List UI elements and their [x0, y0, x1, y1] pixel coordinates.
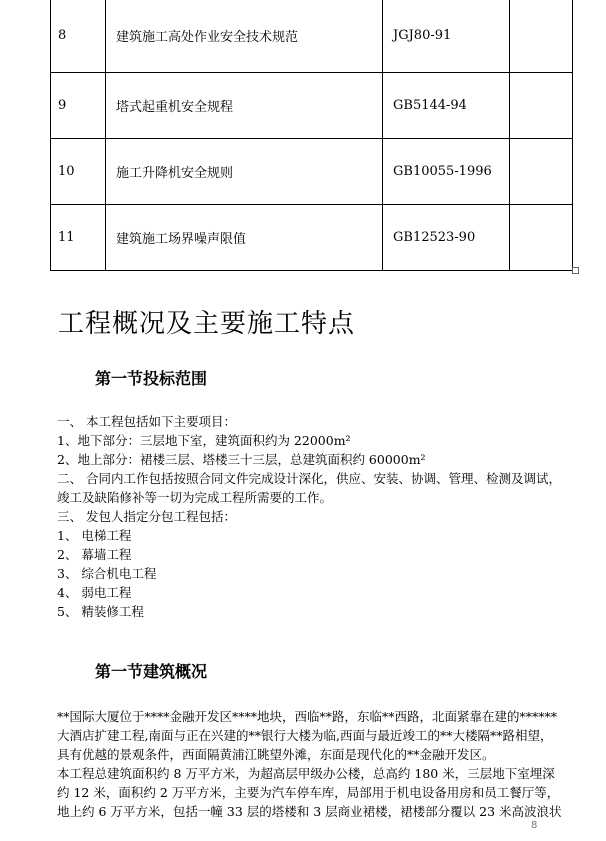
standard-code: JGJ80-91: [383, 0, 510, 72]
standard-code: GB12523-90: [383, 204, 510, 270]
table-row: [51, 72, 573, 138]
standard-name: 建筑施工高处作业安全技术规范: [106, 0, 383, 72]
row-number: 11: [51, 204, 106, 270]
text-line: 1、地下部分：三层地下室，建筑面积约为 22000m²: [57, 433, 351, 448]
text-line: 大酒店扩建工程,南面与正在兴建的**银行大楼为临,西面与最近竣工的**大楼隔**路相望，: [57, 728, 553, 743]
table-row: [51, 204, 573, 270]
row-number: 9: [51, 72, 106, 138]
table-row: [51, 138, 573, 204]
text-line: 5、 精装修工程: [57, 604, 144, 619]
text-line: 二、 合同内工作包括按照合同文件完成设计深化，供应、安装、协调、管理、检测及调试，: [57, 471, 561, 486]
text-line: 本工程总建筑面积约 8 万平方米，为超高层甲级办公楼，总高约 180 米，三层地下室埋深: [57, 766, 555, 781]
row-number: 8: [51, 0, 106, 72]
standards-table: [50, 0, 573, 271]
empty-cell: [510, 204, 573, 270]
building-overview-text: [57, 707, 562, 821]
section-heading-bid-scope: 第一节投标范围: [95, 369, 208, 388]
row-number: 10: [51, 138, 106, 204]
text-line: **国际大厦位于****金融开发区****地块，西临**路，东临**西路，北面紧靠在建的******: [57, 709, 558, 724]
text-line: 约 12 米，面积约 2 万平方米，主要为汽车停车库，局部用于机电设备用房和员工餐厅等，: [57, 785, 560, 800]
text-line: 地上约 6 万平方米，包括一幢 33 层的塔楼和 3 层商业裙楼，裙楼部分覆以 23 米高波浪状: [57, 804, 562, 819]
text-line: 2、 幕墙工程: [57, 547, 132, 562]
text-line: 三、 发包人指定分包工程包括：: [57, 509, 236, 524]
standard-name: 塔式起重机安全规程: [106, 72, 383, 138]
bid-scope-text: [57, 412, 561, 621]
text-line: 具有优越的景观条件，西面隔黄浦江眺望外滩，东面是现代化的**金融开发区。: [57, 747, 495, 762]
text-line: 一、 本工程包括如下主要项目：: [57, 414, 236, 429]
standard-name: 建筑施工场界噪声限值: [106, 204, 383, 270]
page-number: 8: [531, 820, 538, 831]
empty-cell: [510, 138, 573, 204]
text-line: 1、 电梯工程: [57, 528, 132, 543]
text-line: 3、 综合机电工程: [57, 566, 157, 581]
standard-code: GB10055-1996: [383, 138, 510, 204]
text-line: 4、 弱电工程: [57, 585, 132, 600]
text-line: 2、地上部分：裙楼三层、塔楼三十三层，总建筑面积约 60000m²: [57, 452, 426, 467]
section-heading-building-overview: 第一节建筑概况: [95, 662, 208, 681]
table-row: [51, 0, 573, 72]
standard-name: 施工升降机安全规则: [106, 138, 383, 204]
table-resize-handle[interactable]: [572, 267, 579, 274]
chapter-title: 工程概况及主要施工特点: [58, 309, 356, 339]
standard-code: GB5144-94: [383, 72, 510, 138]
text-line: 竣工及缺陷修补等一切为完成工程所需要的工作。: [57, 490, 333, 505]
empty-cell: [510, 0, 573, 72]
empty-cell: [510, 72, 573, 138]
